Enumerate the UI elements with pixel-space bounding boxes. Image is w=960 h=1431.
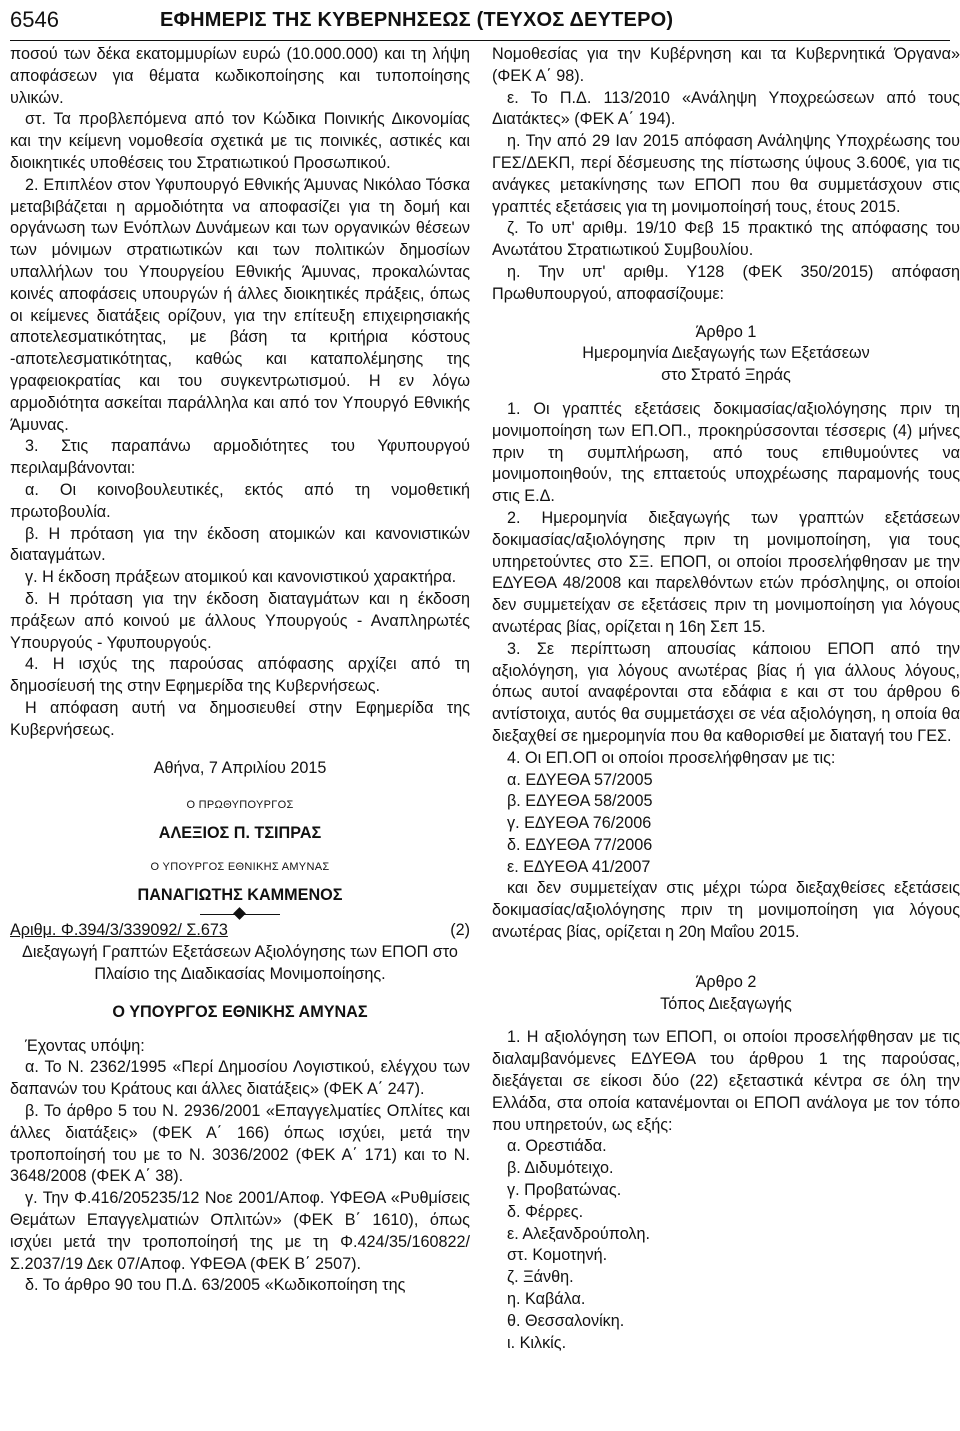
article-title: στο Στρατό Ξηράς bbox=[661, 366, 791, 385]
paragraph: 2. Ημερομηνία διεξαγωγής των γραπτών εξετάσεων δοκιμασίας/αξιολόγησης πριν τη μονιμοποίηση, για τους υπηρετούντες στο ΣΞ. ΕΠΟΠ, οι οποίοι προσελήφθησαν με την ΕΔΥΕΘΑ 48/2008 και παρελθόντων ετών πρόσληψης, οι οποίοι δεν συμμετείχαν σε εξετάσεις πριν τη μονιμοποίηση για λόγους ανωτέρας βίας, ορίζεται η 16η Σεπ 15. bbox=[492, 508, 960, 636]
list-item: η. Την υπ' αριθμ. Υ128 (ΦΕΚ 350/2015) απόφαση Πρωθυπουργού, αποφασίζουμε: bbox=[492, 262, 960, 303]
list-item: β. ΕΔΥΕΘΑ 58/2005 bbox=[507, 792, 653, 811]
paragraph: 3. Στις παραπάνω αρμοδιότητες του Υφυπουργού περιλαμβάνονται: bbox=[10, 437, 470, 478]
gazette-title: ΕΦΗΜΕΡΙΣ ΤΗΣ ΚΥΒΕΡΝΗΣΕΩΣ (ΤΕΥΧΟΣ ΔΕΥΤΕΡΟ) bbox=[160, 8, 674, 31]
list-item: η. Την από 29 Ιαν 2015 απόφαση Ανάληψης Υποχρέωσης του ΓΕΣ/ΔΕΚΠ, περί δέσμευσης της πίστωσης ύψους 3.600€, για τις ανάγκες μετακίνησης των ΕΠΟΠ που θα συμμετάσχουν στις γραπτές εξετάσεις για τη μονιμοποίησή τους, έτους 2015. bbox=[492, 132, 960, 216]
list-item: α. Οι κοινοβουλευτικές, εκτός από τη νομοθετική πρωτοβουλία. bbox=[10, 480, 470, 521]
left-column bbox=[10, 44, 470, 1297]
paragraph: ποσού των δέκα εκατομμυρίων ευρώ (10.000.000) και τη λήψη αποφάσεων για θέματα κωδικοποίησης και τυποποίησης υλικών. bbox=[10, 45, 470, 107]
list-item: α. Το Ν. 2362/1995 «Περί Δημοσίου Λογιστικού, ελέγχου των δαπανών του Κράτους και άλλες διατάξεις» (ΦΕΚ Α΄ 247). bbox=[10, 1058, 470, 1099]
section-divider bbox=[200, 908, 280, 920]
list-item: ε. Το Π.Δ. 113/2010 «Ανάληψη Υποχρεώσεων από τους Διατάκτες» (ΦΕΚ Α΄ 194). bbox=[492, 88, 960, 129]
article-label: Άρθρο 2 bbox=[695, 972, 757, 991]
article-title: Ημερομηνία Διεξαγωγής των Εξετάσεων bbox=[582, 344, 870, 363]
list-item: β. Η πρόταση για την έκδοση ατομικών και κανονιστικών διαταγμάτων. bbox=[10, 524, 470, 565]
list-item: β. Διδυμότειχο. bbox=[507, 1159, 614, 1178]
list-item: δ. Η πρόταση για την έκδοση διαταγμάτων και η έκδοση πράξεων από κοινού με άλλους Υπουργούς - Αναπληρωτές Υπουργούς - Υφυπουργούς. bbox=[10, 589, 470, 652]
list-item: α. Ορεστιάδα. bbox=[507, 1137, 607, 1156]
paragraph: και δεν συμμετείχαν στις μέχρι τώρα διεξαχθείσες εξετάσεις δοκιμασίας/αξιολόγησης πριν τη μονιμοποίηση για λόγους ανωτέρας βίας, ορίζεται η 20η Μαΐου 2015. bbox=[492, 879, 960, 942]
list-item: ζ. Το υπ' αριθμ. 19/10 Φεβ 15 πρακτικό της απόφασης του Ανωτάτου Στρατιωτικού Συμβουλίου. bbox=[492, 219, 960, 260]
decision-number: Αριθμ. Φ.394/3/339092/ Σ.673 bbox=[10, 921, 228, 940]
list-item: ε. ΕΔΥΕΘΑ 41/2007 bbox=[507, 857, 651, 876]
decision-title: Διεξαγωγή Γραπτών Εξετάσεων Αξιολόγησης των ΕΠΟΠ στο Πλαίσιο της Διαδικασίας Μονιμοποίησης. bbox=[22, 943, 458, 984]
place-date: Αθήνα, 7 Απριλίου 2015 bbox=[153, 758, 327, 777]
paragraph: 4. Οι ΕΠ.ΟΠ οι οποίοι προσελήφθησαν με τις: bbox=[507, 748, 836, 767]
paragraph: 1. Η αξιολόγηση των ΕΠΟΠ, οι οποίοι προσελήφθησαν με τις διαλαμβανόμενες ΕΔΥΕΘΑ του άρθρου 1 της παρούσας, διεξάγεται σε είκοσι δύο (22) εξεταστικά κέντρα σε όλη την Ελλάδα, στα οποία κατανέμονται οι ΕΠΟΠ ανάλογα με τον τόπο που υπηρετούν, ως εξής: bbox=[492, 1028, 960, 1134]
page-header bbox=[10, 0, 950, 41]
list-item: θ. Θεσσαλονίκη. bbox=[507, 1311, 625, 1330]
diamond-icon bbox=[233, 908, 246, 921]
considering-label: Έχοντας υπόψη: bbox=[25, 1036, 145, 1055]
signatory-name: ΠΑΝΑΓΙΩΤΗΣ ΚΑΜΜΕΝΟΣ bbox=[137, 885, 343, 904]
list-item: α. ΕΔΥΕΘΑ 57/2005 bbox=[507, 770, 653, 789]
decision-number-line bbox=[10, 920, 470, 942]
list-item: δ. ΕΔΥΕΘΑ 77/2006 bbox=[507, 835, 653, 854]
list-item: ι. Κιλκίς. bbox=[507, 1333, 567, 1352]
right-column bbox=[492, 44, 960, 1354]
paragraph: στ. Τα προβλεπόμενα από τον Κώδικα Ποινικής Δικονομίας και την κείμενη νομοθεσία σχετικά με τις ποινικές, αστικές και διοικητικές υποθέσεις του Στρατιωτικού Προσωπικού. bbox=[10, 110, 470, 172]
paragraph: 1. Οι γραπτές εξετάσεις δοκιμασίας/αξιολόγησης πριν τη μονιμοποίηση των ΕΠ.ΟΠ., προκηρύσσονται τέσσερις (4) μήνες πριν τη συμπλήρωση, από τους επιθυμούντες να μονιμοποιηθούν, της επταετούς υποχρέωσης παραμονής τους στις Ε.Δ. bbox=[492, 399, 960, 506]
list-item: δ. Το άρθρο 90 του Π.Δ. 63/2005 «Κωδικοποίηση της bbox=[25, 1276, 406, 1295]
list-item: γ. ΕΔΥΕΘΑ 76/2006 bbox=[507, 814, 652, 833]
signatory-role: Ο ΥΠΟΥΡΓΟΣ ΕΘΝΙΚΗΣ ΑΜΥΝΑΣ bbox=[150, 860, 330, 873]
list-item: β. Το άρθρο 5 του Ν. 2936/2001 «Επαγγελματίες Οπλίτες και άλλες διατάξεις» (ΦΕΚ Α΄ 166) όπως ισχύει, μετά την τροποποίησή του με το Ν. 3036/2002 (ΦΕΚ Α΄ 171) και το Ν. 3648/2008 (ΦΕΚ Α΄ 38). bbox=[10, 1102, 470, 1186]
list-item: γ. Προβατώνας. bbox=[507, 1181, 622, 1200]
list-item: ζ. Ξάνθη. bbox=[507, 1268, 574, 1287]
signatory-role: Ο ΠΡΩΘΥΠΟΥΡΓΟΣ bbox=[186, 799, 294, 812]
signatory-name: ΑΛΕΞΙΟΣ Π. ΤΣΙΠΡΑΣ bbox=[158, 824, 322, 843]
article-title: Τόπος Διεξαγωγής bbox=[660, 994, 792, 1013]
paragraph: Νομοθεσίας για την Κυβέρνηση και τα Κυβερνητικά Όργανα» (ΦΕΚ Α΄ 98). bbox=[492, 45, 960, 85]
paragraph: 4. Η ισχύς της παρούσας απόφασης αρχίζει από τη δημοσίευσή της στην Εφημερίδα της Κυβερνήσεως. bbox=[10, 655, 470, 696]
minister-heading: Ο ΥΠΟΥΡΓΟΣ ΕΘΝΙΚΗΣ ΑΜΥΝΑΣ bbox=[112, 1002, 368, 1021]
list-item: στ. Κομοτηνή. bbox=[507, 1246, 608, 1265]
list-item: γ. Η έκδοση πράξεων ατομικού και κανονιστικού χαρακτήρα. bbox=[25, 568, 457, 587]
article-label: Άρθρο 1 bbox=[695, 322, 757, 341]
list-item: ε. Αλεξανδρούπολη. bbox=[507, 1224, 650, 1243]
paragraph: Η απόφαση αυτή να δημοσιευθεί στην Εφημερίδα της Κυβερνήσεως. bbox=[10, 698, 470, 739]
list-item: γ. Την Φ.416/205235/12 Νοε 2001/Αποφ. ΥΦΕΘΑ «Ρυθμίσεις Θεμάτων Επαγγελματιών Οπλιτών» (ΦΕΚ Β΄ 1610), όπως ισχύει μετά την τροποποίησή της με τη Φ.424/35/160822/Σ.2037/19 Δεκ 07/Αποφ. ΥΦΕΘΑ (ΦΕΚ Β΄ 2507). bbox=[10, 1189, 470, 1273]
list-item: δ. Φέρρες. bbox=[507, 1202, 584, 1221]
page-number: 6546 bbox=[10, 7, 59, 32]
decision-index: (2) bbox=[450, 921, 470, 940]
paragraph: 3. Σε περίπτωση απουσίας κάποιου ΕΠΟΠ από την αξιολόγηση, για λόγους ανωτέρας βίας ή για άλλους λόγους, όπως αυτοί αναφέρονται στα εδάφια ε και στ του άρθρου 6 αντίστοιχα, αυτός θα συμμετάσχει σε νέα αξιολόγηση, η οποία θα διεξαχθεί σε ημερομηνία που θα καθορισθεί με διαταγή του ΓΕΣ. bbox=[492, 639, 960, 745]
list-item: η. Καβάλα. bbox=[507, 1290, 586, 1309]
paragraph: 2. Επιπλέον στον Υφυπουργό Εθνικής Άμυνας Νικόλαο Τόσκα μεταβιβάζεται η αρμοδιότητα να αποφασίζει για τη δομή και οργάνωση των Ενόπλων Δυνάμεων και των οργανικών θέσεων των μόνιμων στρατιωτικών και των πολιτικών δημοσίων υπαλλήλων του Υπουργείου Εθνικής Άμυνας, προκαλώντας κοινές αποφάσεις υπουργών ή άλλες διοικητικές πράξεις, όπως οι κείμενες διατάξεις ορίζουν, για την επίτευξη επιχειρησιακής αποτελεσματικότητας, με βάση τα κριτήρια κόστους -αποτελεσματικότητας, καθώς και καταπολέμησης της γραφειοκρατίας και του συγκεντρωτισμού. Η εν λόγω αρμοδιότητα ασκείται παράλληλα και από τον Υπουργό Εθνικής Άμυνας. bbox=[10, 175, 470, 434]
